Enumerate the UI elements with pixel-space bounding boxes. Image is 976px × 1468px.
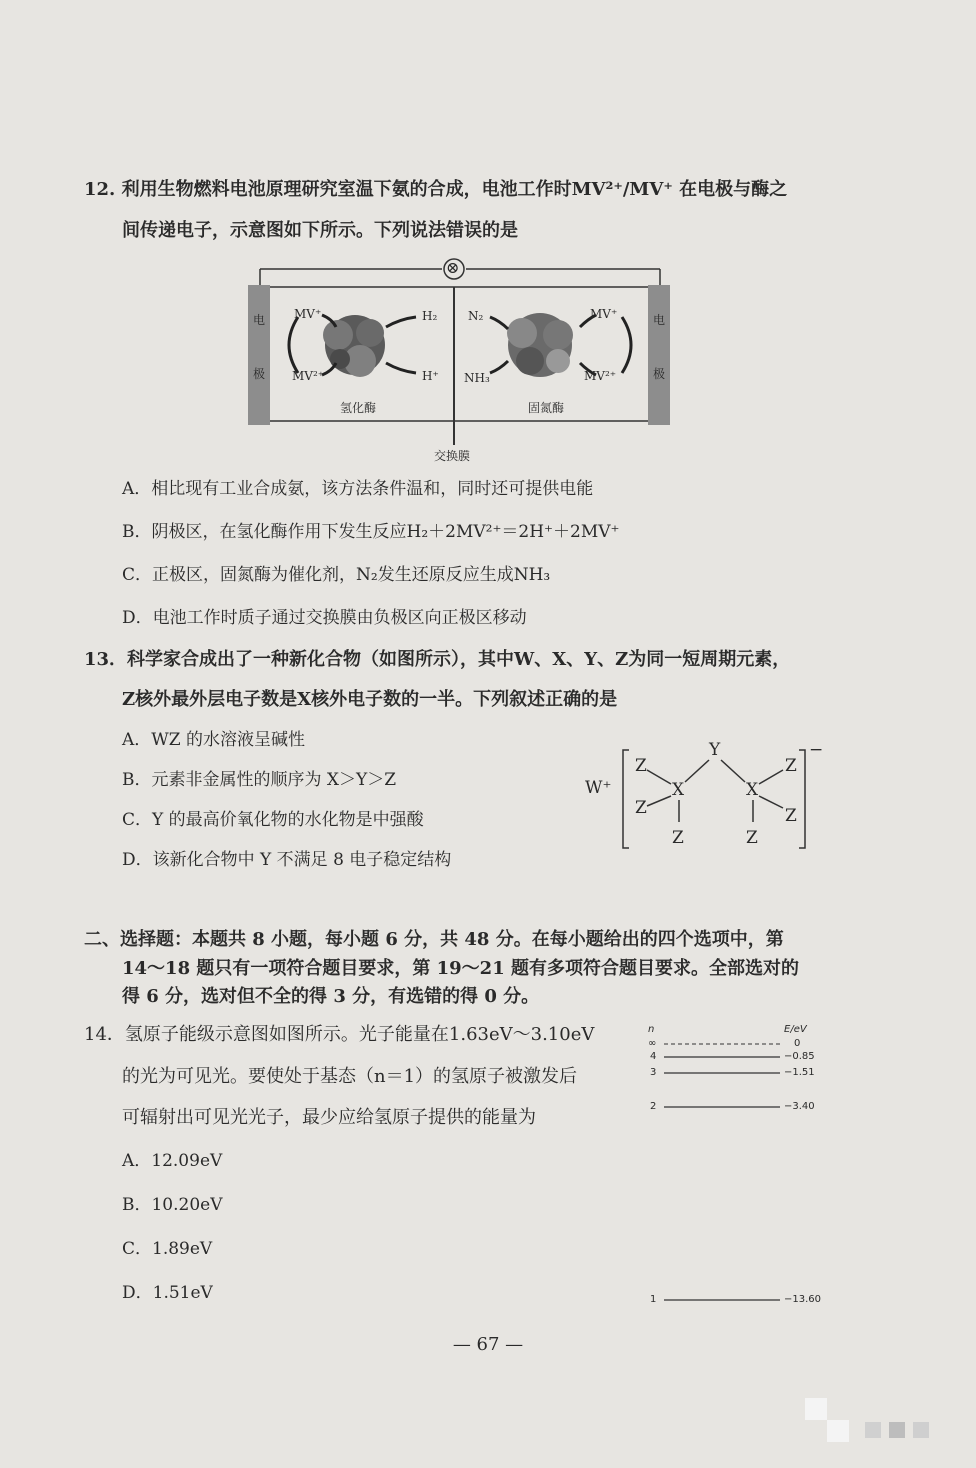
molecule-z-bottom-right: Z <box>746 828 758 848</box>
q13-option-b: B．元素非金属性的顺序为 X＞Y＞Z <box>122 770 397 790</box>
energy-1-value: −13.60 <box>784 1294 822 1305</box>
molecule-x-left: X <box>672 780 685 800</box>
left-electrode-label-1: 电 <box>253 313 266 327</box>
q14-option-c: C．1.89eV <box>122 1239 213 1259</box>
q13-option-d: D．该新化合物中 Y 不满足 8 电子稳定结构 <box>122 850 452 870</box>
molecule-z-bottom-left: Z <box>672 828 684 848</box>
fuel-cell-diagram <box>240 255 680 470</box>
molecule-charge: − <box>809 740 824 760</box>
membrane-label: 交换膜 <box>434 449 471 463</box>
section2-heading-line3: 得 6 分，选对但不全的得 3 分，有选错的得 0 分。 <box>122 986 540 1007</box>
q14-stem-line1: 14．氢原子能级示意图如图所示。光子能量在1.63eV～3.10eV <box>84 1024 595 1045</box>
right-mv-2plus: MV²⁺ <box>584 369 617 383</box>
level-3-label: 3 <box>650 1067 657 1078</box>
q12-option-c: C．正极区，固氮酶为催化剂，N₂发生还原反应生成NH₃ <box>122 565 551 585</box>
fuel-cell-svg <box>240 255 680 470</box>
energy-2-value: −3.40 <box>784 1101 815 1112</box>
q12-option-d: D．电池工作时质子通过交换膜由负极区向正极区移动 <box>122 608 527 628</box>
q13-option-a: A．WZ 的水溶液呈碱性 <box>122 730 305 750</box>
level-4-label: 4 <box>650 1051 657 1062</box>
n2-label: N₂ <box>468 309 484 323</box>
energy-4-value: −0.85 <box>784 1051 815 1062</box>
molecule-z-lower-right: Z <box>785 806 797 826</box>
nitrogenase-label: 固氮酶 <box>528 401 565 415</box>
left-mv-plus: MV⁺ <box>294 307 322 321</box>
right-mv-plus: MV⁺ <box>590 307 618 321</box>
nh3-label: NH₃ <box>464 371 490 385</box>
h2-label: H₂ <box>422 309 438 323</box>
energy-3-value: −1.51 <box>784 1067 815 1078</box>
left-electrode-label-2: 极 <box>253 367 266 381</box>
molecule-y: Y <box>709 740 721 760</box>
q12-option-a: A．相比现有工业合成氨，该方法条件温和，同时还可提供电能 <box>122 479 594 499</box>
level-n-header: n <box>648 1024 655 1035</box>
energy-level-diagram <box>640 1020 830 1310</box>
q12-stem-line2: 间传递电子，示意图如下所示。下列说法错误的是 <box>122 220 518 241</box>
q12-stem-line1: 12. 利用生物燃料电池原理研究室温下氨的合成，电池工作时MV²⁺/MV⁺ 在电极与酶之 <box>84 179 788 200</box>
section2-heading-line1: 二、选择题：本题共 8 小题，每小题 6 分，共 48 分。在每小题给出的四个选项中，第 <box>84 929 784 950</box>
level-2-label: 2 <box>650 1101 657 1112</box>
level-1-label: 1 <box>650 1294 657 1305</box>
q14-option-b: B．10.20eV <box>122 1195 223 1215</box>
q14-option-d: D．1.51eV <box>122 1283 213 1303</box>
q14-option-a: A．12.09eV <box>122 1151 223 1171</box>
nitrogenase-enzyme-graphic <box>507 313 573 377</box>
left-mv-2plus: MV²⁺ <box>292 369 325 383</box>
h-plus-label: H⁺ <box>422 369 439 383</box>
q13-option-c: C．Y 的最高价氧化物的水化物是中强酸 <box>122 810 424 830</box>
molecule-w-ion: W⁺ <box>585 778 612 798</box>
energy-inf-value: 0 <box>794 1038 801 1049</box>
level-inf-label: ∞ <box>648 1038 657 1049</box>
hydrogenase-label: 氢化酶 <box>340 401 377 415</box>
molecule-z-upper-right: Z <box>785 756 797 776</box>
page-number: — 67 — <box>452 1334 524 1355</box>
q13-stem-line1: 13．科学家合成出了一种新化合物（如图所示），其中W、X、Y、Z为同一短周期元素， <box>84 649 791 670</box>
molecule-x-right: X <box>746 780 759 800</box>
molecule-structure <box>585 740 825 855</box>
molecule-z-lower-left: Z <box>635 798 647 818</box>
section2-heading-line2: 14～18 题只有一项符合题目要求，第 19～21 题有多项符合题目要求。全部选对的 <box>122 958 799 979</box>
q13-stem-line2: Z核外最外层电子数是X核外电子数的一半。下列叙述正确的是 <box>122 689 618 710</box>
level-e-header: E/eV <box>784 1024 807 1035</box>
molecule-z-upper-left: Z <box>635 756 647 776</box>
q14-stem-line3: 可辐射出可见光光子，最少应给氢原子提供的能量为 <box>122 1107 536 1128</box>
watermark <box>805 1398 955 1448</box>
q14-stem-line2: 的光为可见光。要使处于基态（n＝1）的氢原子被激发后 <box>122 1066 578 1087</box>
right-electrode-label-1: 电 <box>653 313 666 327</box>
load-icon: ⊗ <box>446 258 460 277</box>
q12-option-b: B．阴极区，在氢化酶作用下发生反应H₂＋2MV²⁺＝2H⁺＋2MV⁺ <box>122 522 620 542</box>
right-electrode-label-2: 极 <box>653 367 666 381</box>
energy-level-svg <box>640 1020 830 1310</box>
